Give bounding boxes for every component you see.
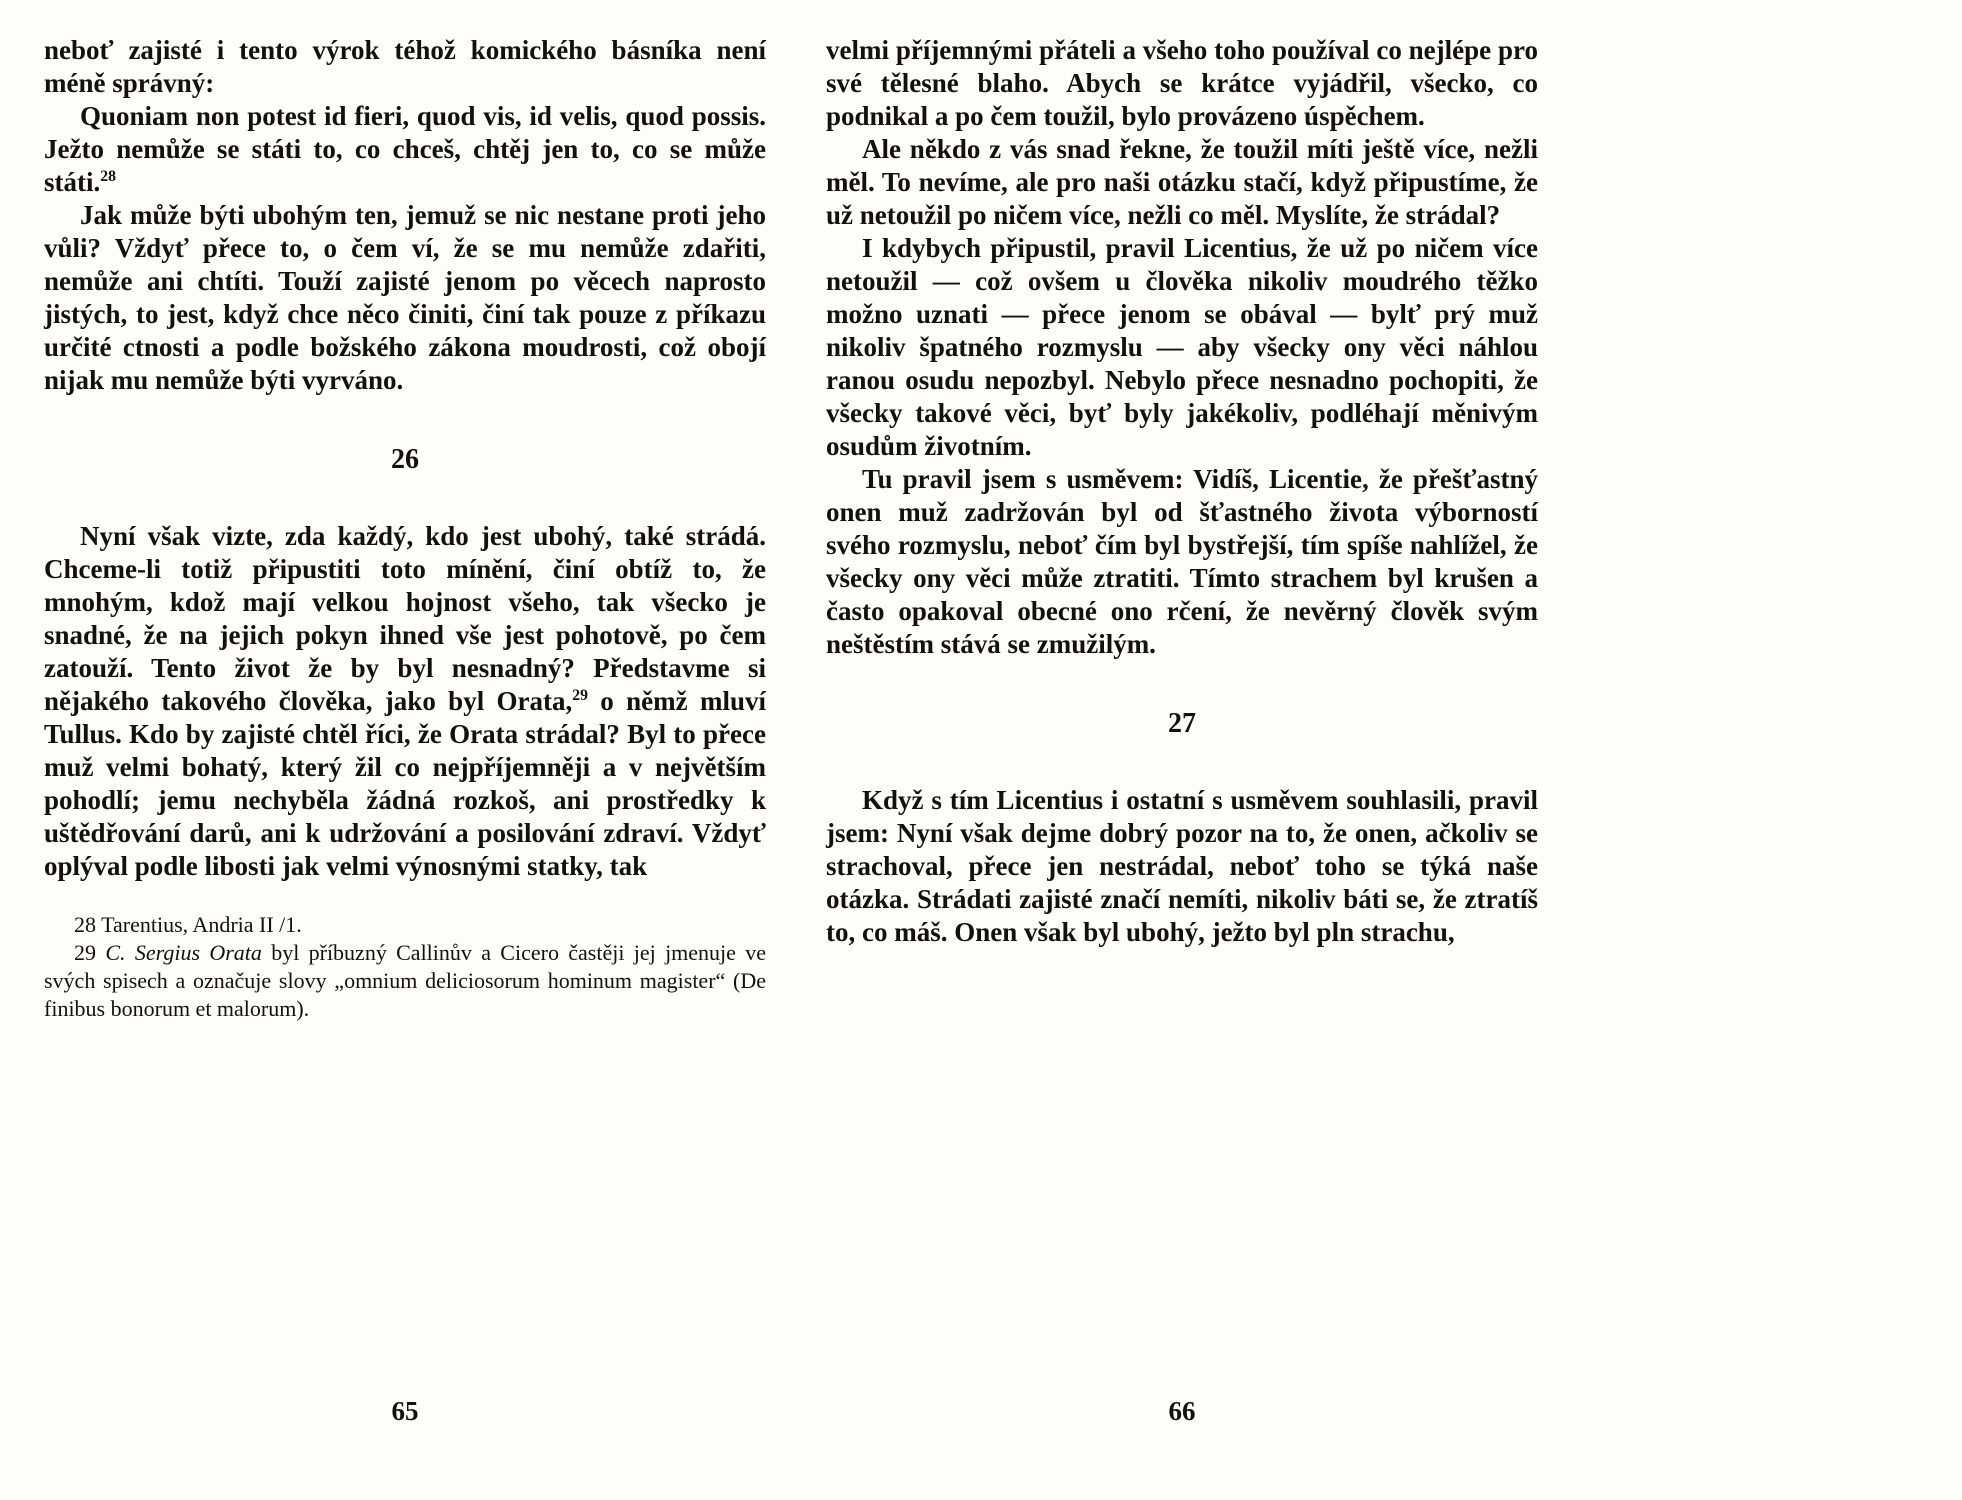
paragraph: Ale někdo z vás snad řekne, že toužil míti ještě více, nežli měl. To nevíme, ale pro naši otázku stačí, když připustíme, že už netoužil po ničem více, nežli co měl. Myslíte, že strádal? xyxy=(826,134,1538,230)
page-number-left: 65 xyxy=(391,1396,419,1426)
footnote-28: 28 Tarentius, Andria II /1. xyxy=(74,912,302,937)
paragraph xyxy=(44,520,766,883)
paragraph-text: o němž mluví Tullus. Kdo by zajisté chtěl říci, že Orata strádal? Byl to přece muž velmi bohatý, který žil co nejpříjemněji a v největším pohodlí; jemu nechyběla žádná rozkoš, ani prostředky k uštědřování darů, ani k udržování a posilování zdraví. Vždyť oplýval podle libosti jak velmi výnosnými statky, tak xyxy=(44,686,766,881)
footnote-29 xyxy=(44,939,766,1023)
footnote-number: 29 xyxy=(74,940,106,965)
footnote-text: byl příbuzný Callinův a Cicero častěji jej jmenuje ve svých spisech a označuje slovy „omnium deliciosorum hominum magister“ (De finibus bonorum et malorum). xyxy=(44,940,767,1021)
left-page-text xyxy=(44,34,766,1023)
right-page-text xyxy=(826,34,1538,949)
paragraph-text: Quoniam non potest id fieri, quod vis, id velis, quod possis. Ježto nemůže se státi to, co chceš, chtěj jen to, co se může státi. xyxy=(44,101,766,197)
paragraph: Tu pravil jsem s usměvem: Vidíš, Licentie, že přešťastný onen muž zadržován byl od šťastného života výborností svého rozmyslu, neboť čím byl bystřejší, tím spíše nahlížel, že všecky ony věci může ztratiti. Tímto strachem byl krušen a často opakoval obecné ono rčení, že nevěrný člověk svým neštěstím stává se zmužilým. xyxy=(826,464,1538,659)
paragraph: Když s tím Licentius i ostatní s usměvem souhlasili, pravil jsem: Nyní však dejme dobrý pozor na to, že onen, ačkoliv se strachoval, přece jen nestrádal, neboť toho se týká naše otázka. Strádati zajisté značí nemíti, nikoliv báti se, že ztratíš to, co máš. Onen však byl ubohý, ježto byl pln strachu, xyxy=(826,785,1538,947)
page-number-right: 66 xyxy=(1168,1396,1196,1426)
footnote-ref-28: 28 xyxy=(100,168,116,185)
paragraph-text: Nyní však vizte, zda každý, kdo jest ubohý, také strádá. Chceme-li totiž připustiti toto mínění, činí obtíž to, že mnohým, kdož mají velkou hojnost všeho, tak všecko je snadné, že na jejich pokyn ihned vše jest pohotově, po čem zatouží. Tento život že by byl nesnadný? Představme si nějakého takového člověka, jako byl Orata, xyxy=(44,521,766,716)
section-heading-27: 27 xyxy=(1168,708,1196,739)
paragraph: I kdybych připustil, pravil Licentius, že už po ničem více netoužil — což ovšem u člověka nikoliv moudrého těžko možno uznati — přece jenom se obával — bylť prý muž nikoliv špatného rozmyslu — aby všecky ony věci náhlou ranou osudu nepozbyl. Nebylo přece nesnadno pochopiti, že všecky takové věci, byť byly jakékoliv, podléhají měnivým osudům životním. xyxy=(826,233,1538,461)
section-heading-26: 26 xyxy=(391,444,419,475)
footnotes xyxy=(44,911,766,1023)
paragraph: neboť zajisté i tento výrok téhož komického básníka není méně správný: xyxy=(44,35,766,98)
paragraph xyxy=(44,100,766,199)
paragraph: velmi příjemnými přáteli a všeho toho používal co nejlépe pro své tělesné blaho. Abych se krátce vyjádřil, všecko, co podnikal a po čem toužil, bylo provázeno úspěchem. xyxy=(826,35,1538,131)
footnote-ref-29: 29 xyxy=(572,687,588,704)
paragraph: Jak může býti ubohým ten, jemuž se nic nestane proti jeho vůli? Vždyť přece to, o čem ví, že se mu nemůže zdařiti, nemůže ani chtíti. Touží zajisté jenom po věcech naprosto jistých, to jest, když chce něco činiti, činí tak pouze z příkazu určité ctnosti a podle božského zákona moudrosti, což obojí nijak mu nemůže býti vyrváno. xyxy=(44,200,766,395)
footnote-name-italic: C. Sergius Orata xyxy=(105,940,262,965)
